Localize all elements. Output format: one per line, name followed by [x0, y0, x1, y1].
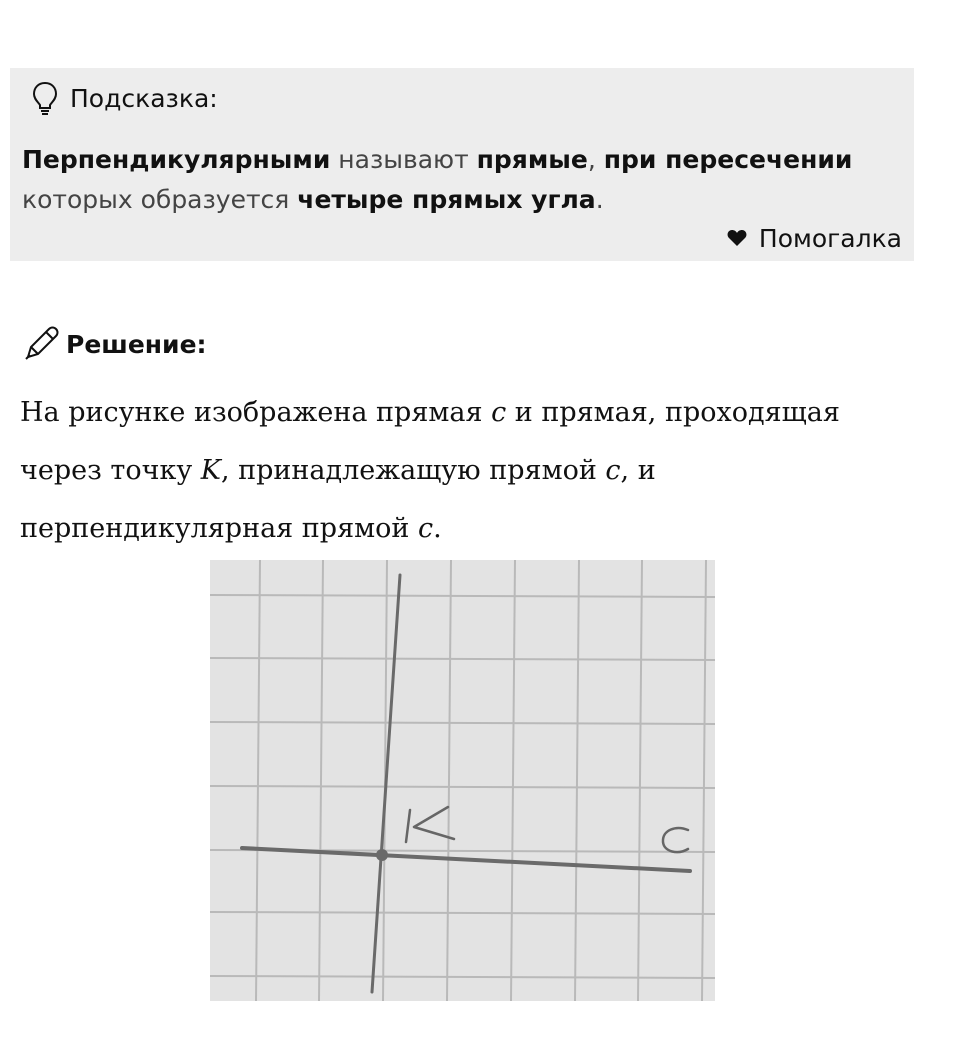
solution-text	[20, 384, 920, 558]
grid-horizontal-line	[210, 595, 715, 597]
math-variable: c	[605, 455, 621, 486]
hint-text-part: .	[595, 185, 604, 214]
perpendicular-lines-drawing	[210, 560, 715, 1001]
hint-bold-term: четыре прямых угла	[297, 185, 596, 214]
grid-horizontal-line	[210, 722, 715, 724]
solution-text-part: через точку	[20, 455, 201, 486]
solution-text-part: перпендикулярная прямой	[20, 513, 418, 544]
grid-horizontal-line	[210, 658, 715, 660]
hint-text	[22, 140, 902, 220]
grid-horizontal-line	[210, 976, 715, 978]
solution-text-part: .	[433, 513, 442, 544]
credit-label: Помогалка	[758, 223, 902, 253]
point-k	[376, 849, 388, 861]
solution-header	[22, 324, 207, 364]
hint-text-part: ,	[587, 145, 604, 174]
math-variable: K	[200, 455, 221, 486]
hint-text-part: которых образуется	[22, 185, 298, 214]
solution-text-part: и прямая, проходящая	[506, 397, 840, 428]
grid-vertical-line	[256, 560, 260, 1001]
hint-text-part: называют	[330, 145, 477, 174]
solution-text-part: , и	[620, 455, 656, 486]
hint-header	[32, 80, 218, 116]
grid-vertical-line	[319, 560, 323, 1001]
hint-box	[10, 68, 914, 261]
hint-bold-term: прямые	[476, 145, 588, 174]
solution-text-part: На рисунке изображена прямая	[20, 397, 492, 428]
grid-vertical-line	[575, 560, 579, 1001]
hint-bold-term: Перпендикулярными	[22, 145, 331, 174]
lightbulb-icon	[32, 81, 58, 115]
math-variable: c	[417, 513, 434, 544]
heart-icon	[727, 229, 747, 247]
grid-vertical-line	[638, 560, 642, 1001]
solution-text-part: , принадлежащую прямой	[220, 455, 606, 486]
label-k	[406, 807, 454, 842]
grid-figure	[210, 560, 715, 1001]
hint-credit	[727, 221, 902, 255]
solution-title: Решение:	[66, 329, 207, 359]
label-c	[663, 828, 688, 852]
hint-bold-term: при пересечении	[603, 145, 853, 174]
math-variable: c	[491, 397, 507, 428]
grid-vertical-line	[447, 560, 451, 1001]
pencil-icon	[22, 325, 60, 363]
hint-title: Подсказка:	[70, 83, 218, 113]
grid-lines	[210, 560, 715, 1001]
grid-vertical-line	[702, 560, 706, 1001]
grid-vertical-line	[511, 560, 515, 1001]
